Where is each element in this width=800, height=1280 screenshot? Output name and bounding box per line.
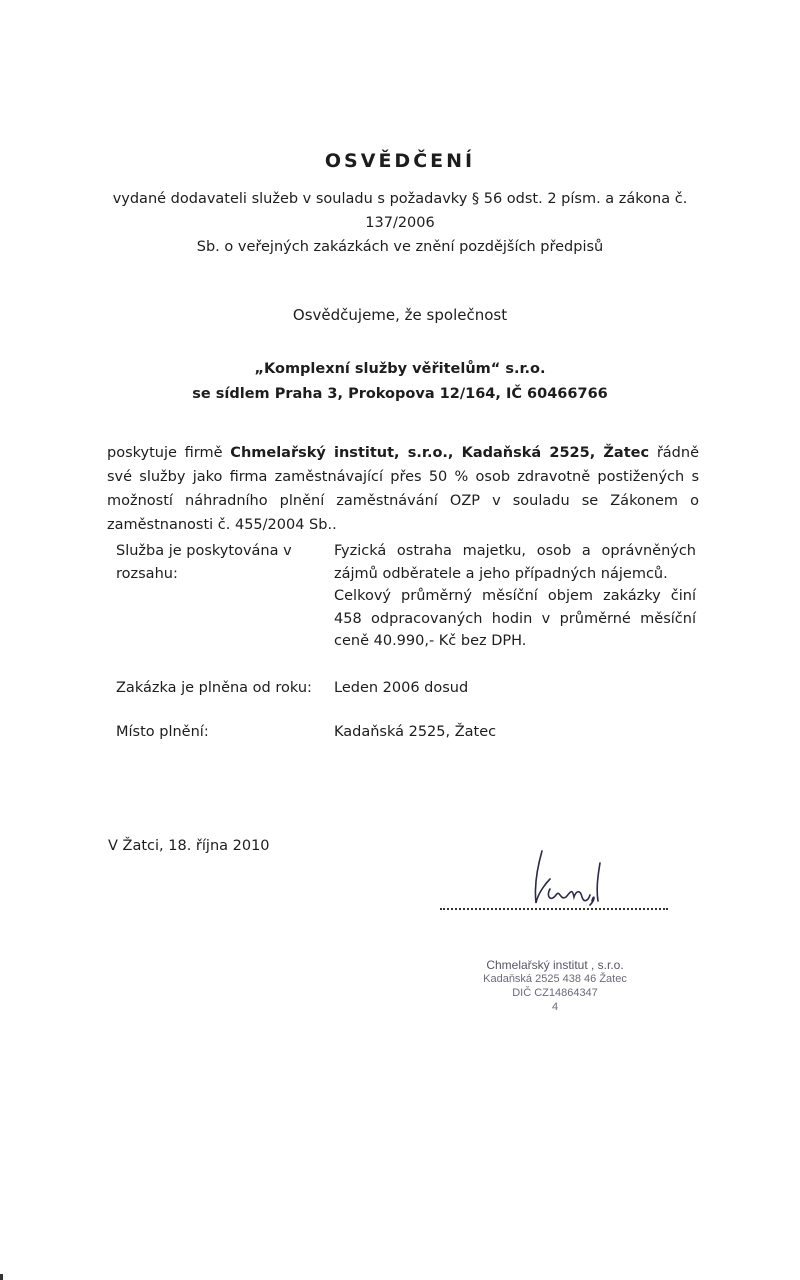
subtitle-line-1: vydané dodavateli služeb v souladu s požadavky § 56 odst. 2 písm. a zákona č. 137/2006	[112, 191, 688, 231]
detail-label: Služba je poskytována v rozsahu:	[116, 543, 292, 582]
stamp-line-3: DIČ CZ14864347	[512, 987, 598, 999]
company-name: „Komplexní služby věřitelům“ s.r.o.	[254, 361, 546, 377]
company-block	[0, 357, 800, 407]
document-title: OSVĚDČENÍ	[324, 150, 476, 172]
company-stamp	[470, 958, 640, 1014]
place-date: V Žatci, 18. října 2010	[108, 838, 270, 854]
signature-line	[440, 908, 668, 910]
paragraph-pre: poskytuje firmě	[107, 445, 231, 461]
client-name: Chmelařský institut, s.r.o., Kadaňská 2525, Žatec	[230, 445, 650, 461]
detail-value: Leden 2006 dosud	[334, 680, 469, 696]
detail-value	[334, 540, 696, 653]
detail-value-line-1: Fyzická ostraha majetku, osob a oprávněných zájmů odběratele a jeho případných nájemců.	[334, 543, 696, 582]
stamp-line-1: Chmelařský institut , s.r.o.	[486, 958, 624, 972]
stamp-line-2: Kadaňská 2525 438 46 Žatec	[483, 973, 627, 985]
scan-edge-mark	[0, 1274, 3, 1280]
company-address: se sídlem Praha 3, Prokopova 12/164, IČ 60466766	[192, 386, 608, 402]
intro-text: Osvědčujeme, že společnost	[292, 306, 508, 324]
stamp-line-4: 4	[551, 1001, 559, 1013]
paragraph-post: řádně své služby jako firma zaměstnávající přes 50 % osob zdravotně postižených s možností náhradního plnění zaměstnávání OZP v souladu se Zákonem o zaměstnanosti č. 455/2004 Sb..	[107, 445, 699, 533]
signature-icon	[520, 845, 630, 915]
subtitle-line-2: Sb. o veřejných zakázkách ve znění pozdějších předpisů	[196, 239, 604, 255]
detail-value-line-2: Celkový průměrný měsíční objem zakázky činí 458 odpracovaných hodin v průměrné měsíční ceně 40.990,- Kč bez DPH.	[334, 588, 696, 649]
detail-label: Zakázka je plněna od roku:	[116, 680, 312, 696]
service-paragraph	[107, 441, 699, 537]
detail-value: Kadaňská 2525, Žatec	[334, 724, 497, 740]
detail-label: Místo plnění:	[116, 724, 209, 740]
document-subtitle	[100, 187, 700, 259]
